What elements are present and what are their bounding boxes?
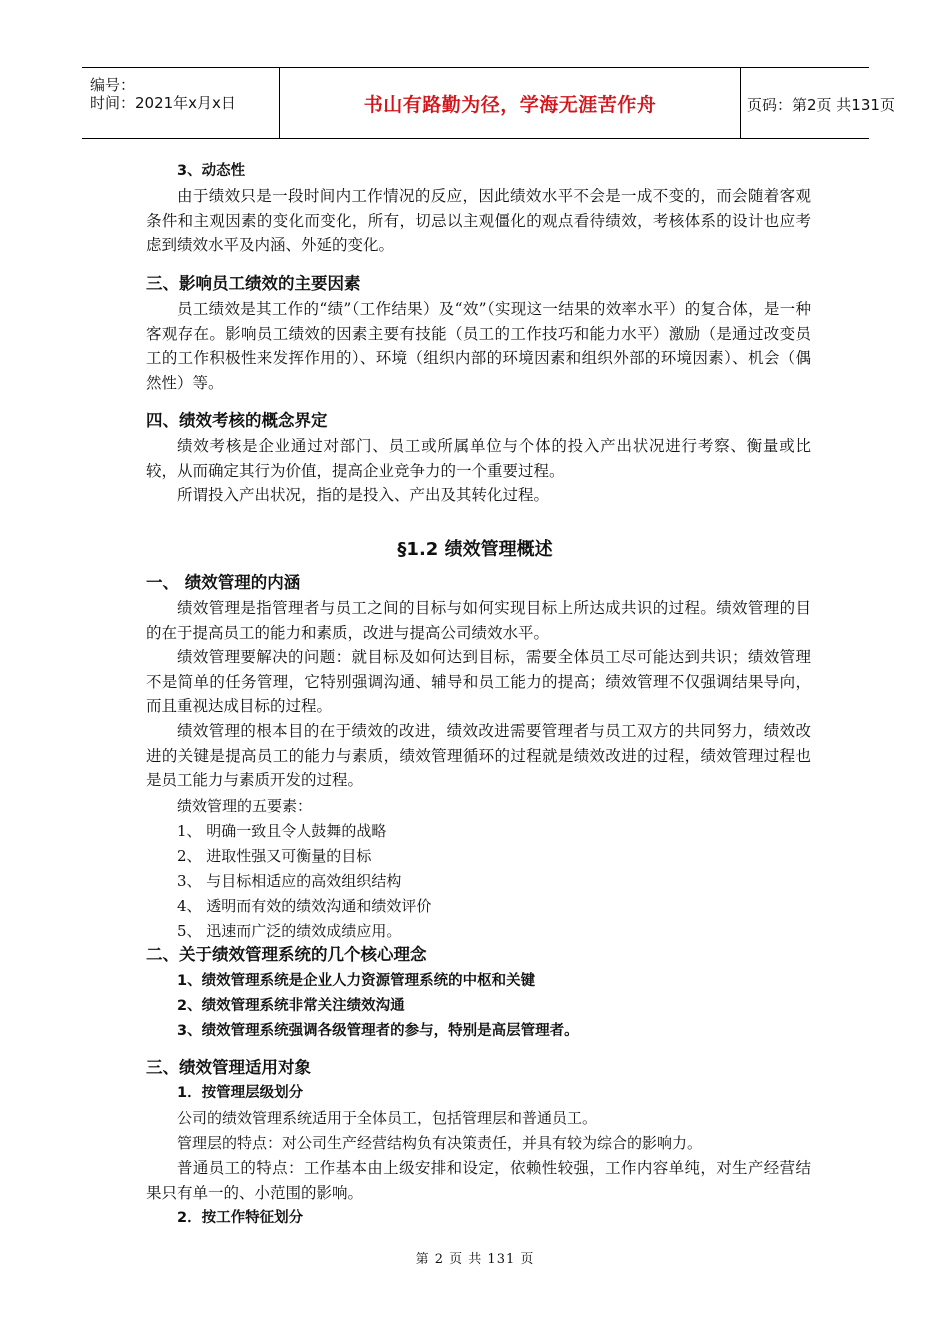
core-item: 2、绩效管理系统非常关注绩效沟通 [177,998,405,1014]
heading: 三、影响员工绩效的主要因素 [146,274,361,293]
header-motto-cell [279,68,741,138]
paragraph: 绩效考核是企业通过对部门、员工或所属单位与个体的投入产出状况进行考察、衡量或比较，从而确定其行为价值，提高企业竞争力的一个重要过程。 [146,437,811,480]
paragraph: 管理层的特点：对公司生产经营结构负有决策责任，并具有较为综合的影响力。 [177,1134,703,1152]
list-item: 4、 透明而有效的绩效沟通和绩效评价 [177,897,432,915]
subsection-title: 2．按工作特征划分 [177,1210,304,1226]
list-item: 2、 进取性强又可衡量的目标 [177,847,372,865]
header-meta-cell [82,68,279,138]
list-item: 5、 迅速而广泛的绩效成绩应用。 [177,922,402,940]
page-footer: 第 2 页 共 131 页 [415,1252,535,1267]
header-date-label: 时间：2021年x月x日 [90,94,236,112]
paragraph: 员工绩效是其工作的“绩”（工作结果）及“效”（实现这一结果的效率水平）的复合体，是一种客观存在。影响员工绩效的因素主要有技能（员工的工作技巧和能力水平）激励（是通过改变员工的工作积极性来发挥作用的）、环境（组织内部的环境因素和组织外部的环境因素）、机会（偶然性）等。 [146,300,811,392]
heading: 二、关于绩效管理系统的几个核心理念 [146,945,427,964]
paragraph: 绩效管理要解决的问题：就目标及如何达到目标，需要全体员工尽可能达到共识；绩效管理不是简单的任务管理，它特别强调沟通、辅导和员工能力的提高；绩效管理不仅强调结果导向，而且重视达成目标的过程。 [146,648,811,715]
header-page-info: 页码：第2页 共131页 [747,96,895,114]
header-page-cell [739,68,895,138]
paragraph: 普通员工的特点：工作基本由上级安排和设定，依赖性较强，工作内容单纯，对生产经营结果只有单一的、小范围的影响。 [146,1159,811,1202]
subsection-title: 3、动态性 [177,163,246,179]
header-number-label: 编号： [90,76,136,94]
section-title: §1.2 绩效管理概述 [397,539,553,560]
heading: 四、绩效考核的概念界定 [146,411,328,430]
list-item: 3、 与目标相适应的高效组织结构 [177,872,402,890]
page-header [82,67,895,139]
core-item: 1、绩效管理系统是企业人力资源管理系统的中枢和关键 [177,973,536,989]
paragraph: 绩效管理是指管理者与员工之间的目标与如何实现目标上所达成共识的过程。绩效管理的目的在于提高员工的能力和素质，改进与提高公司绩效水平。 [146,599,811,642]
paragraph: 绩效管理的根本目的在于绩效的改进，绩效改进需要管理者与员工双方的共同努力，绩效改进的关键是提高员工的能力与素质，绩效管理循环的过程就是绩效改进的过程，绩效管理过程也是员工能力与素质开发的过程。 [146,722,811,789]
header-motto: 书山有路勤为径，学海无涯苦作舟 [363,94,657,116]
paragraph: 所谓投入产出状况，指的是投入、产出及其转化过程。 [177,486,550,504]
heading: 一、 绩效管理的内涵 [146,573,301,592]
paragraph: 由于绩效只是一段时间内工作情况的反应，因此绩效水平不会是一成不变的，而会随着客观条件和主观因素的变化而变化，所有，切忌以主观僵化的观点看待绩效，考核体系的设计也应考虑到绩效水平及内涵、外延的变化。 [146,187,811,254]
paragraph: 公司的绩效管理系统适用于全体员工，包括管理层和普通员工。 [177,1109,598,1127]
core-item: 3、绩效管理系统强调各级管理者的参与，特别是高层管理者。 [177,1023,579,1039]
subsection-title: 1．按管理层级划分 [177,1085,304,1101]
list-title: 绩效管理的五要素： [177,797,313,815]
list-item: 1、 明确一致且令人鼓舞的战略 [177,822,387,840]
heading: 三、绩效管理适用对象 [146,1058,311,1077]
